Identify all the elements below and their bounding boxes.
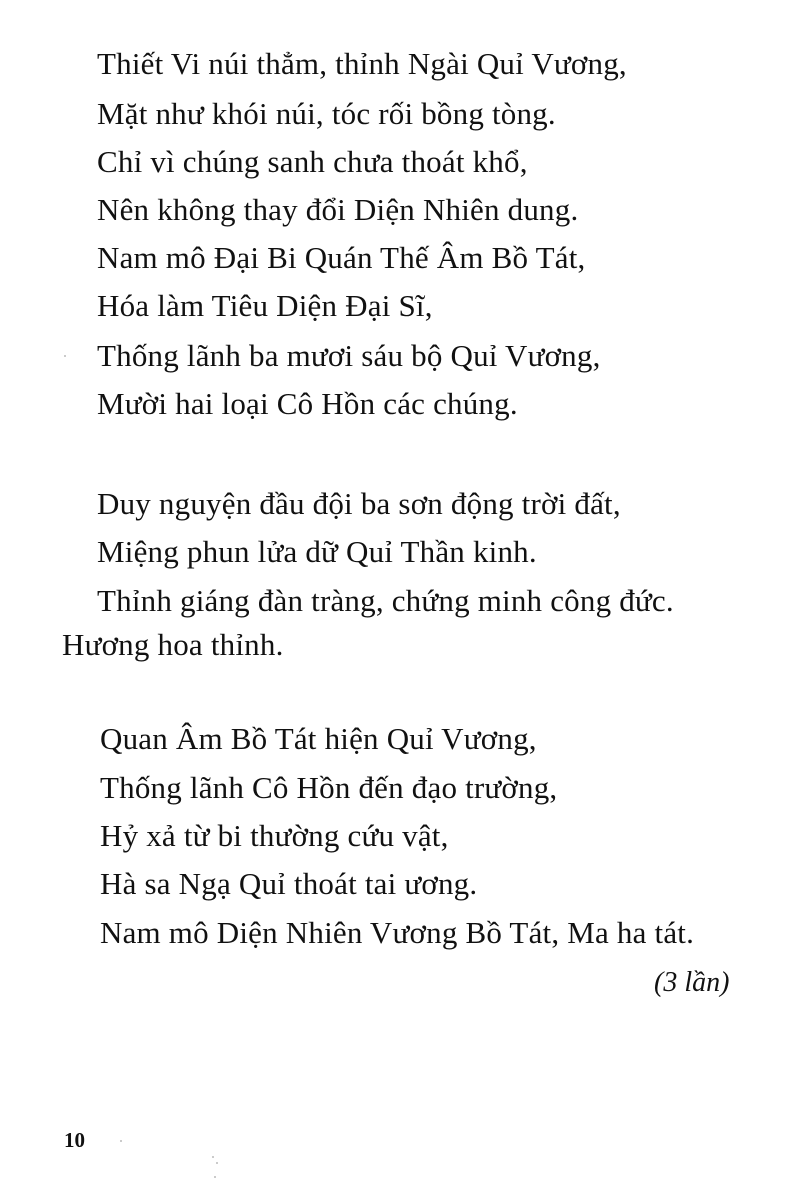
stanza2-line-1: Duy nguyện đầu đội ba sơn động trời đất, [97, 486, 621, 521]
stanza1-line-3: Chỉ vì chúng sanh chưa thoát khổ, [97, 144, 528, 179]
scan-speck [64, 355, 66, 357]
page-number: 10 [64, 1128, 85, 1152]
stanza2-line-4: Hương hoa thỉnh. [62, 627, 284, 662]
stanza1-line-5: Nam mô Đại Bi Quán Thế Âm Bồ Tát, [97, 240, 586, 275]
scan-speck [212, 1156, 214, 1158]
stanza3-line-5: Nam mô Diện Nhiên Vương Bồ Tát, Ma ha tát. [100, 915, 695, 950]
stanza1-line-2: Mặt như khói núi, tóc rối bồng tòng. [97, 96, 556, 131]
stanza1-line-1: Thiết Vi núi thẳm, thỉnh Ngài Quỉ Vương, [97, 46, 627, 81]
stanza3-line-1: Quan Âm Bồ Tát hiện Quỉ Vương, [100, 721, 537, 756]
stanza3-line-4: Hà sa Ngạ Quỉ thoát tai ương. [100, 866, 478, 901]
stanza2-line-2: Miệng phun lửa dữ Quỉ Thần kinh. [97, 534, 537, 569]
stanza3-line-3: Hỷ xả từ bi thường cứu vật, [100, 818, 449, 853]
refrain-note: (3 lần) [654, 967, 730, 998]
scan-speck [120, 1140, 122, 1142]
stanza1-line-7: Thống lãnh ba mươi sáu bộ Quỉ Vương, [97, 338, 601, 373]
scan-speck [214, 1176, 216, 1178]
scan-speck [216, 1162, 218, 1164]
stanza1-line-8: Mười hai loại Cô Hồn các chúng. [97, 386, 518, 421]
stanza2-line-3: Thỉnh giáng đàn tràng, chứng minh công đức. [97, 583, 674, 618]
stanza3-line-2: Thống lãnh Cô Hồn đến đạo trường, [100, 770, 558, 805]
stanza1-line-4: Nên không thay đổi Diện Nhiên dung. [97, 192, 579, 227]
stanza1-line-6: Hóa làm Tiêu Diện Đại Sĩ, [97, 288, 433, 323]
